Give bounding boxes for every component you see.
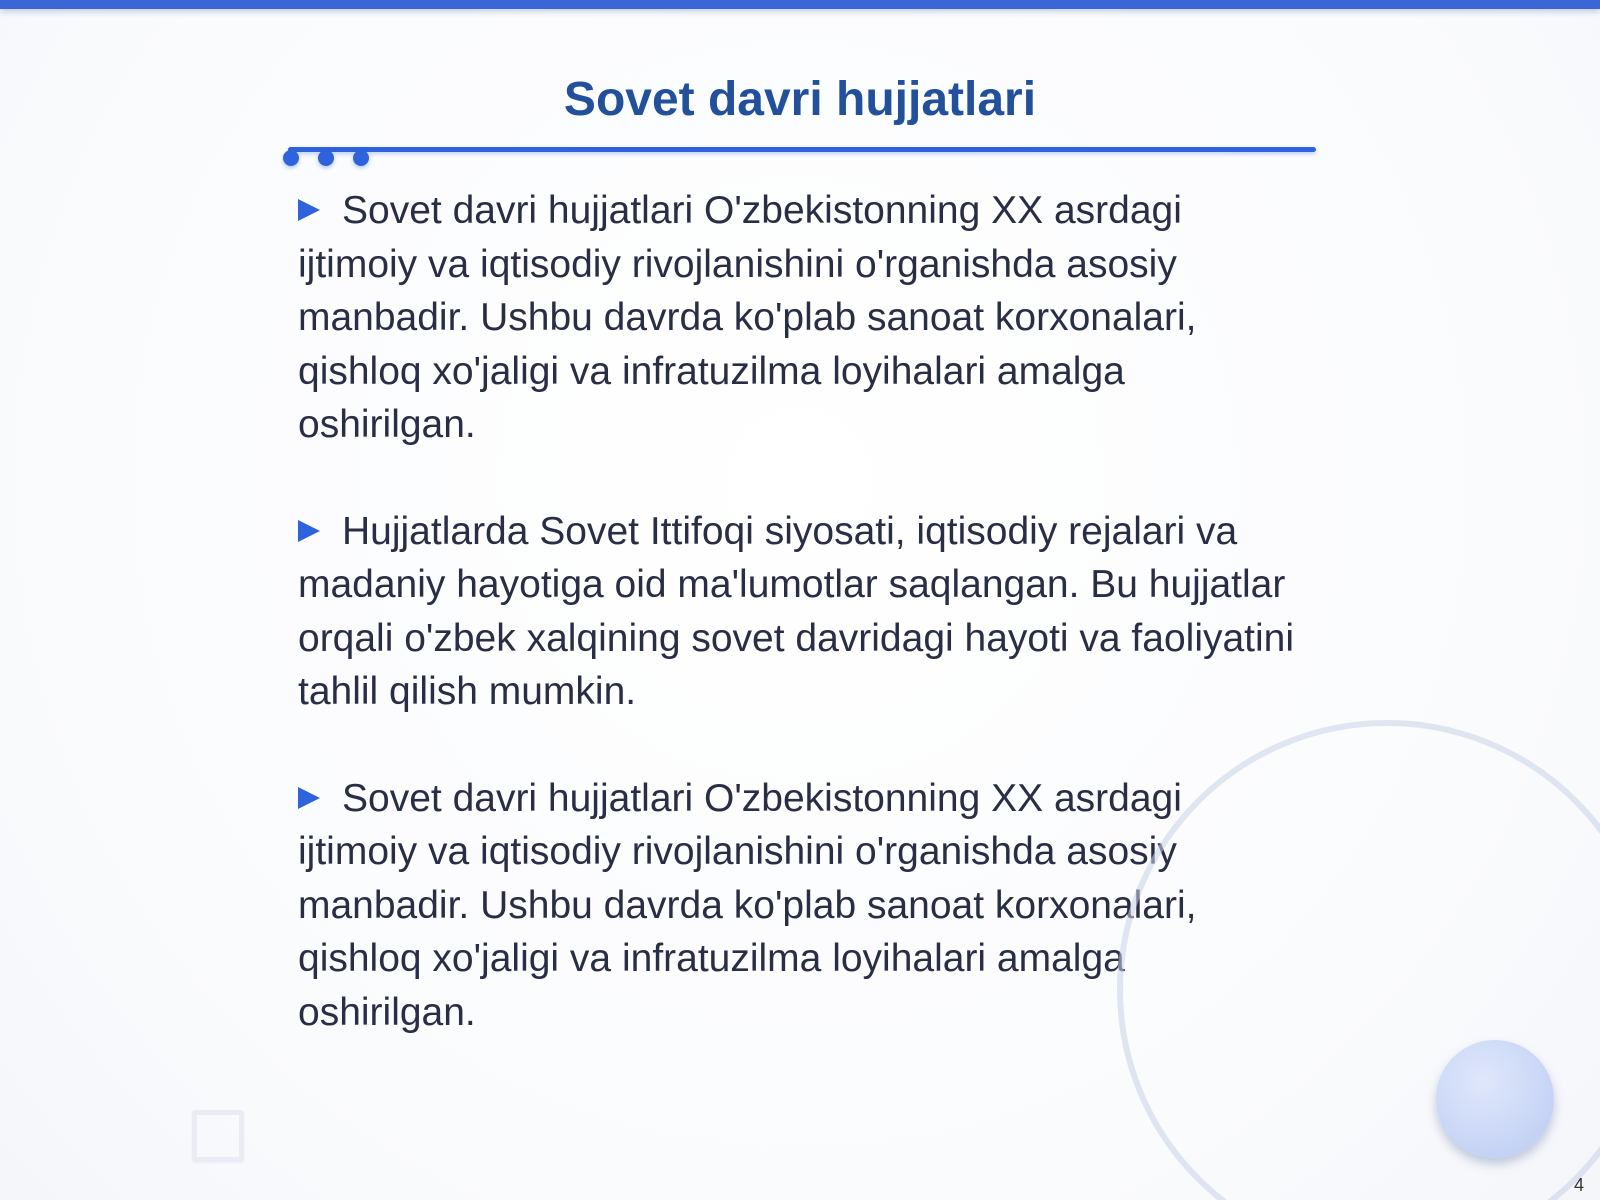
bullet-paragraph-2 [298, 505, 1298, 719]
top-accent-bar [0, 0, 1600, 9]
triangle-right-icon [298, 787, 320, 809]
page-number: 4 [1573, 1175, 1584, 1195]
decorative-square [192, 1110, 244, 1162]
bullet-text-3: Sovet davri hujjatlari O'zbekistonning XX asrdagi ijtimoiy va iqtisodiy rivojlanishini o'rganishda asosiy manbadir. Ushbu davrda ko'plab sanoat korxonalari, qishloq xo'jaligi va infratuzilma loyihalari amalga oshirilgan. [298, 776, 1197, 1034]
slide-title: Sovet davri hujjatlari [563, 73, 1037, 126]
triangle-right-icon [298, 520, 320, 542]
triangle-right-icon [298, 199, 320, 221]
bullet-paragraph-1 [298, 184, 1298, 452]
decorative-dot [283, 150, 299, 166]
bullet-text-2: Hujjatlarda Sovet Ittifoqi siyosati, iqtisodiy rejalari va madaniy hayotiga oid ma'lumotlar saqlangan. Bu hujjatlar orqali o'zbek xalqining sovet davridagi hayoti va faoliyatini tahlil qilish mumkin. [298, 509, 1295, 713]
decorative-circle [1436, 1040, 1554, 1158]
decorative-dot [353, 150, 369, 166]
title-underline [288, 147, 1316, 152]
decorative-dot [318, 150, 334, 166]
bullet-text-1: Sovet davri hujjatlari O'zbekistonning XX asrdagi ijtimoiy va iqtisodiy rivojlanishini o'rganishda asosiy manbadir. Ushbu davrda ko'plab sanoat korxonalari, qishloq xo'jaligi va infratuzilma loyihalari amalga oshirilgan. [298, 189, 1197, 446]
